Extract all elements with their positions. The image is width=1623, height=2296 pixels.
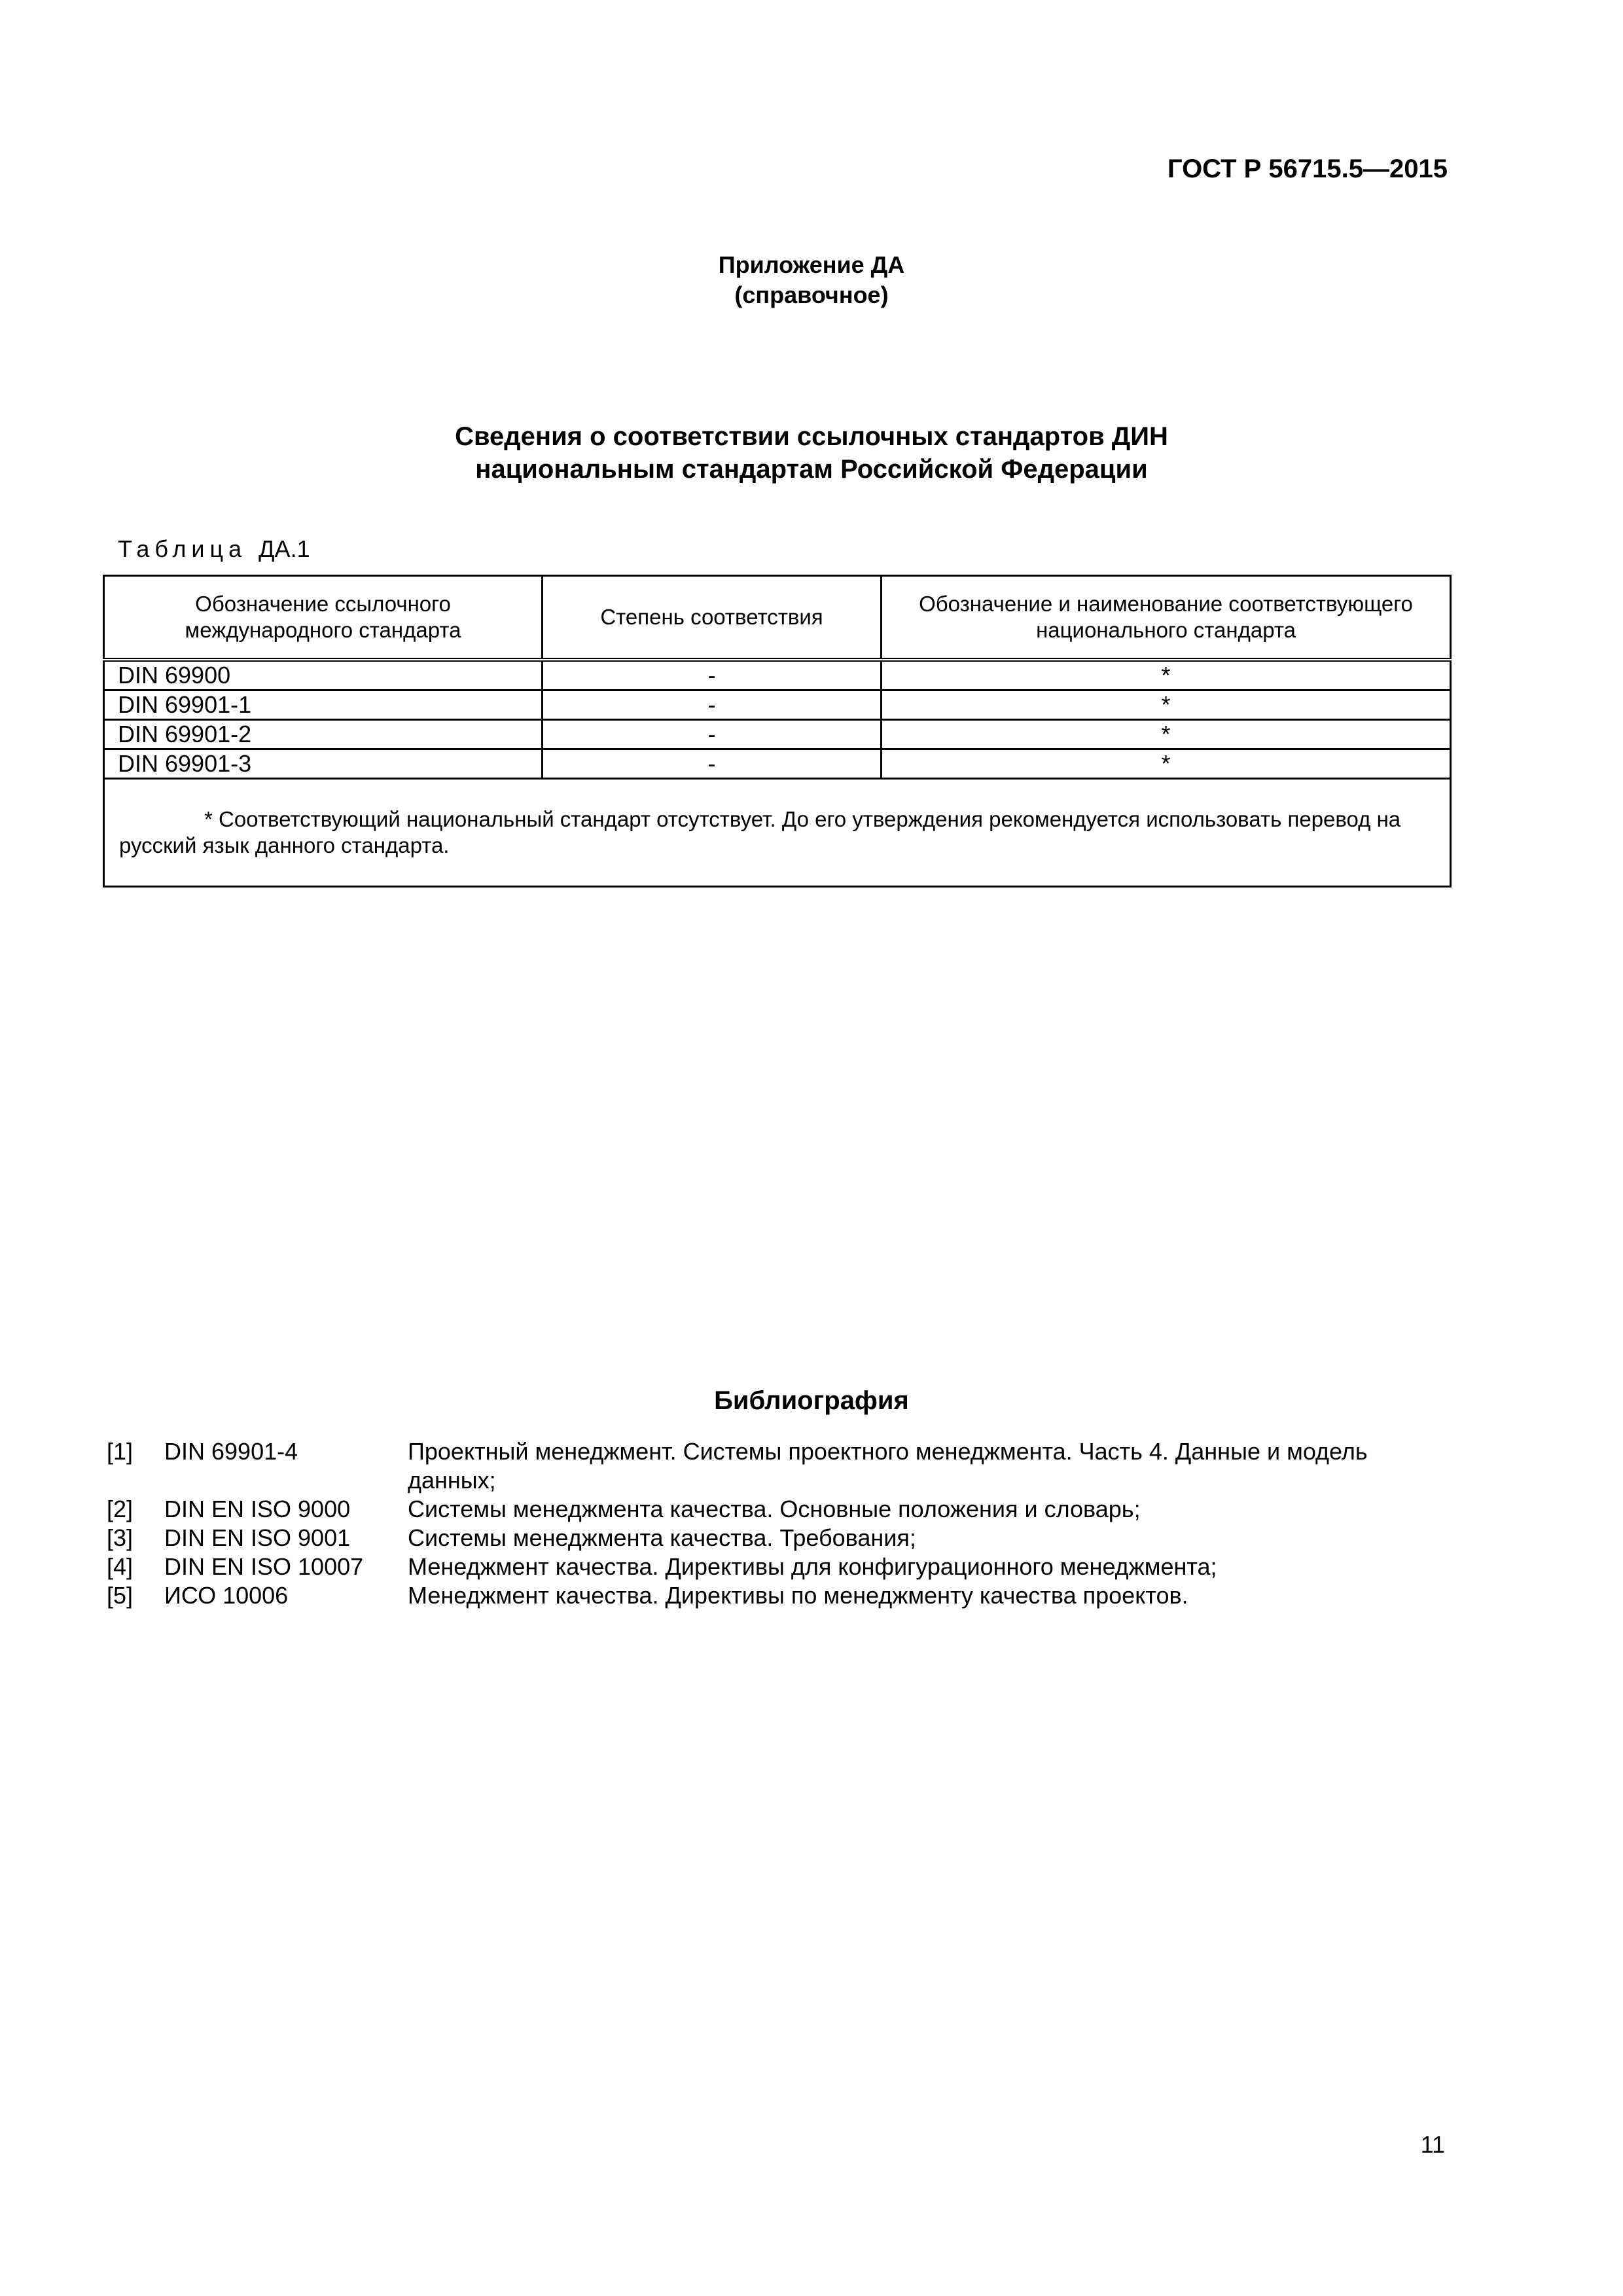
table-footnote-text: * Соответствующий национальный стандарт отсутствует. До его утверждения рекомендуется использовать перевод на русский язык данного стандарта.: [119, 807, 1401, 857]
bib-description: Проектный менеджмент. Системы проектного менеджмента. Часть 4. Данные и модель данных;: [408, 1438, 1368, 1494]
table-caption-number: ДА.1: [259, 535, 310, 562]
appendix-heading: [0, 250, 1623, 310]
cell-national: *: [882, 660, 1451, 691]
bib-number: [3]: [107, 1524, 134, 1551]
bib-number: [4]: [107, 1553, 134, 1580]
table-header-row: [104, 576, 1451, 660]
table-row: [104, 720, 1451, 749]
table-footnote: [104, 779, 1451, 887]
bibliography-list: [107, 1437, 1455, 1610]
bib-description: Менеджмент качества. Директивы по менеджменту качества проектов.: [408, 1582, 1188, 1609]
list-item: [107, 1437, 1455, 1495]
section-title-line-1: Сведения о соответствии ссылочных стандартов ДИН: [455, 422, 1168, 451]
header-national-standard: Обозначение и наименование соответствующего национального стандарта: [882, 576, 1451, 660]
bib-standard: DIN 69901-4: [164, 1438, 298, 1465]
cell-standard: DIN 69901-2: [104, 720, 543, 749]
list-item: [107, 1524, 1455, 1552]
table-row: [104, 691, 1451, 720]
bib-standard: DIN EN ISO 9000: [164, 1496, 351, 1522]
cell-degree: -: [543, 691, 882, 720]
bib-description: Системы менеджмента качества. Основные положения и словарь;: [408, 1496, 1141, 1522]
bib-description: Системы менеджмента качества. Требования;: [408, 1524, 916, 1551]
cell-standard: DIN 69901-3: [104, 749, 543, 779]
table-row: [104, 749, 1451, 779]
header-compliance-degree: Степень соответствия: [543, 576, 882, 660]
section-title-line-2: национальным стандартам Российской Федерации: [475, 455, 1148, 484]
bibliography-title: Библиография: [714, 1386, 909, 1415]
table-caption-word: Таблица: [118, 535, 247, 562]
section-title: [0, 420, 1623, 486]
appendix-subtitle: (справочное): [734, 281, 889, 308]
page-number: 11: [1420, 2131, 1445, 2158]
appendix-title: Приложение ДА: [718, 251, 905, 278]
bib-number: [5]: [107, 1582, 134, 1609]
list-item: [107, 1581, 1455, 1610]
bib-standard: DIN EN ISO 10007: [164, 1553, 364, 1580]
bib-standard: ИСО 10006: [164, 1582, 289, 1609]
bib-number: [2]: [107, 1496, 134, 1522]
list-item: [107, 1495, 1455, 1524]
bib-standard: DIN EN ISO 9001: [164, 1524, 351, 1551]
table-row: [104, 660, 1451, 691]
cell-standard: DIN 69901-1: [104, 691, 543, 720]
table-note-row: [104, 779, 1451, 887]
cell-degree: -: [543, 660, 882, 691]
list-item: [107, 1552, 1455, 1581]
bib-description: Менеджмент качества. Директивы для конфигурационного менеджмента;: [408, 1553, 1217, 1580]
bib-number: [1]: [107, 1438, 134, 1465]
cell-degree: -: [543, 720, 882, 749]
header-reference-standard: Обозначение ссылочного международного стандарта: [104, 576, 543, 660]
compliance-table: [103, 575, 1452, 888]
cell-national: *: [882, 691, 1451, 720]
cell-standard: DIN 69900: [104, 660, 543, 691]
table-caption: [118, 535, 310, 563]
cell-degree: -: [543, 749, 882, 779]
cell-national: *: [882, 749, 1451, 779]
document-code: ГОСТ Р 56715.5—2015: [1167, 154, 1448, 183]
cell-national: *: [882, 720, 1451, 749]
